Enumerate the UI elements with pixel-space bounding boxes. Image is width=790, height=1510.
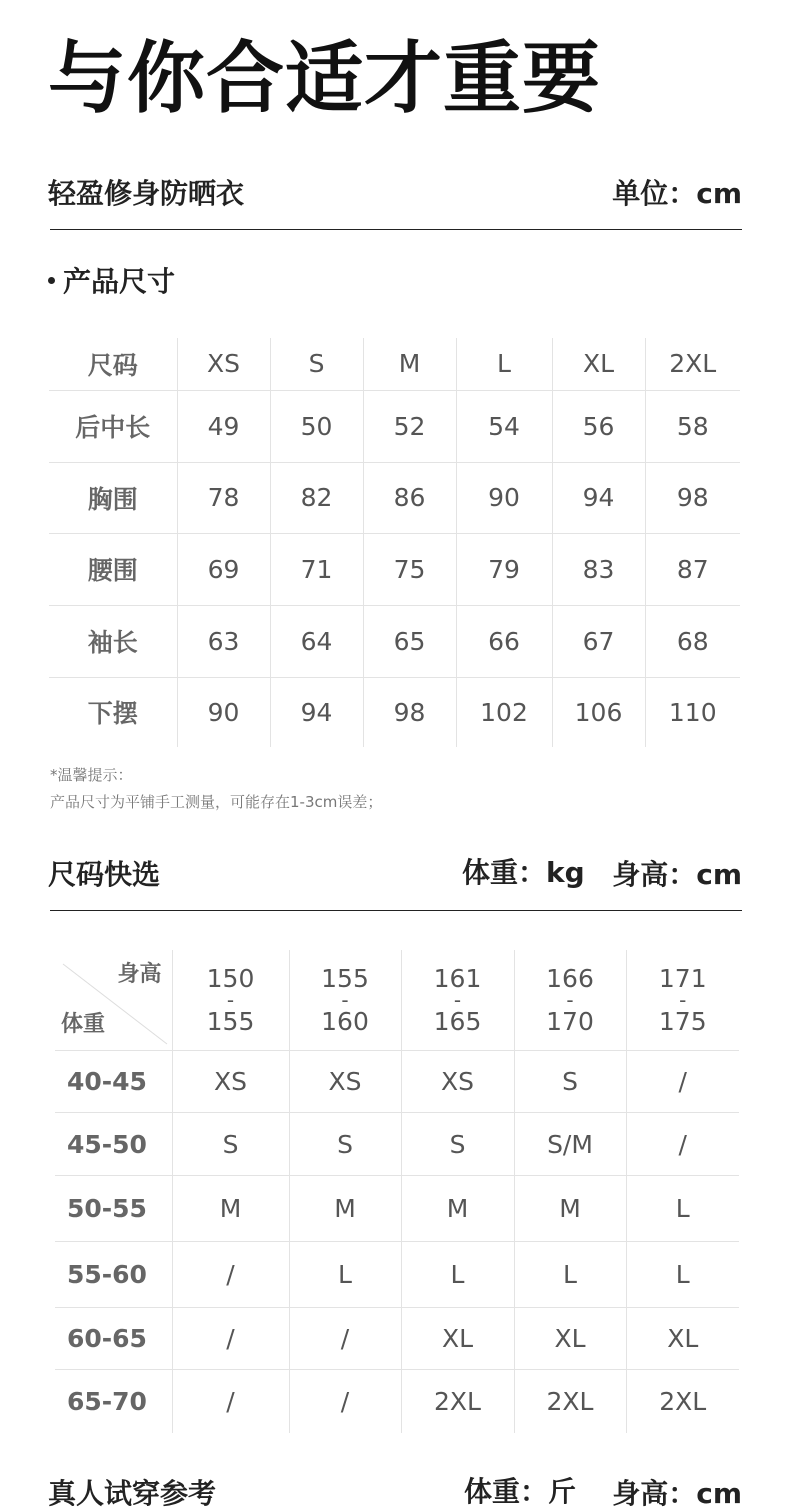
table-cell: 94: [270, 677, 363, 747]
table-cell: 50: [270, 390, 363, 462]
divider: [50, 229, 742, 230]
weight-range-label: 60-65: [55, 1308, 172, 1370]
corner-cell: [55, 950, 172, 1051]
corner-weight-label: 体重: [61, 1012, 106, 1037]
table-cell: /: [289, 1370, 401, 1433]
table-cell: 94: [552, 462, 645, 533]
table-cell: S: [514, 1051, 626, 1113]
size-table-header: [49, 338, 740, 390]
table-row: [55, 1308, 739, 1370]
height-range-to: 170: [546, 1007, 594, 1036]
table-cell: S: [401, 1113, 514, 1176]
row-label: 腰围: [49, 533, 177, 605]
hero-title: 与你合适才重要: [48, 34, 602, 124]
table-cell: /: [172, 1242, 289, 1308]
weight-range-label: 50-55: [55, 1176, 172, 1242]
table-cell: 82: [270, 462, 363, 533]
size-header-cell: S: [270, 338, 363, 390]
table-cell: /: [289, 1308, 401, 1370]
height-range-from: 166: [546, 964, 594, 993]
size-table: [49, 338, 740, 747]
weight-unit-label: 体重：kg: [462, 856, 585, 889]
product-unit-label: 单位：cm: [612, 177, 742, 210]
table-cell: L: [514, 1242, 626, 1308]
height-range-dash: -: [679, 988, 687, 1012]
weight-range-label: 65-70: [67, 1386, 147, 1416]
table-cell: XL: [514, 1308, 626, 1370]
table-cell: M: [401, 1176, 514, 1242]
size-header-cell: XS: [177, 338, 270, 390]
quick-select-title: 尺码快选: [48, 858, 161, 891]
table-row: [49, 462, 740, 533]
table-cell: 54: [456, 390, 552, 462]
divider: [50, 910, 742, 911]
table-cell: 58: [645, 390, 740, 462]
table-row: [55, 1242, 739, 1308]
table-cell: /: [172, 1370, 289, 1433]
table-cell: S: [289, 1113, 401, 1176]
table-cell: 75: [363, 533, 456, 605]
height-range-header: [401, 950, 514, 1051]
height-range-header: [289, 950, 401, 1051]
table-row: [49, 390, 740, 462]
table-cell: /: [626, 1113, 739, 1176]
table-cell: /: [626, 1051, 739, 1113]
table-cell: 71: [270, 533, 363, 605]
table-cell: XS: [172, 1051, 289, 1113]
model-weight-unit-label: 体重：斤: [464, 1475, 577, 1508]
table-cell: 2XL: [514, 1370, 626, 1433]
table-row: [49, 677, 740, 747]
table-cell: 49: [177, 390, 270, 462]
table-cell: 90: [177, 677, 270, 747]
height-range-from: 171: [658, 964, 707, 993]
table-cell: /: [172, 1308, 289, 1370]
height-unit-label: 身高：cm: [612, 858, 742, 891]
table-cell: XL: [401, 1308, 514, 1370]
row-label: 后中长: [49, 390, 177, 462]
table-cell: L: [626, 1242, 739, 1308]
model-height-unit-label: 身高：cm: [612, 1477, 742, 1510]
corner-height-label: 身高: [117, 962, 162, 987]
table-cell: 102: [456, 677, 552, 747]
table-cell: 66: [456, 605, 552, 677]
height-range-header: [514, 950, 626, 1051]
table-cell: S/M: [514, 1113, 626, 1176]
weight-range-label: 55-60: [55, 1242, 172, 1308]
height-range-header: [172, 950, 289, 1051]
table-row: [55, 1051, 739, 1113]
size-section-heading-text: 产品尺寸: [63, 265, 176, 298]
table-cell: 69: [177, 533, 270, 605]
row-label: 袖长: [49, 605, 177, 677]
table-cell: 98: [645, 462, 740, 533]
size-header-cell: 2XL: [645, 338, 740, 390]
weight-range-label: 40-45: [55, 1051, 172, 1113]
table-cell: L: [289, 1242, 401, 1308]
table-cell: L: [626, 1176, 739, 1242]
table-cell: M: [514, 1176, 626, 1242]
size-header-cell: 尺码: [49, 338, 177, 390]
size-header-cell: XL: [552, 338, 645, 390]
table-cell: 110: [645, 677, 740, 747]
height-range-from: 150: [206, 964, 255, 993]
table-cell: 98: [363, 677, 456, 747]
height-range-dash: -: [453, 988, 462, 1012]
height-range-to: 175: [658, 1007, 707, 1036]
table-cell: 83: [552, 533, 645, 605]
table-cell: M: [172, 1176, 289, 1242]
height-range-header: [626, 950, 739, 1051]
height-range-to: 155: [206, 1007, 255, 1036]
table-cell: XS: [289, 1051, 401, 1113]
quick-select-table: [55, 950, 739, 1433]
table-cell: 64: [270, 605, 363, 677]
height-range-from: 161: [433, 964, 482, 993]
height-range-dash: -: [341, 988, 349, 1012]
height-range-from: 155: [321, 964, 369, 993]
size-header-cell: M: [363, 338, 456, 390]
table-cell: XL: [626, 1308, 739, 1370]
table-cell: S: [172, 1113, 289, 1176]
table-cell: 52: [363, 390, 456, 462]
bullet-dot-icon: [48, 277, 55, 284]
table-cell: M: [289, 1176, 401, 1242]
table-cell: 79: [456, 533, 552, 605]
model-reference-title: 真人试穿参考: [48, 1477, 217, 1510]
quick-table-header: [55, 950, 739, 1051]
height-range-to: 165: [433, 1007, 482, 1036]
table-row: [49, 533, 740, 605]
table-cell: 90: [456, 462, 552, 533]
table-cell: 65: [363, 605, 456, 677]
weight-range-label: 45-50: [55, 1113, 172, 1176]
table-row: [55, 1370, 739, 1433]
tip-text: 产品尺寸为平铺手工测量，可能存在1-3cm误差；: [50, 793, 383, 811]
table-cell: 106: [552, 677, 645, 747]
row-label: 胸围: [49, 462, 177, 533]
size-section-heading: [48, 265, 176, 298]
table-cell: 87: [645, 533, 740, 605]
table-cell: L: [401, 1242, 514, 1308]
table-cell: 68: [645, 605, 740, 677]
row-label: 下摆: [87, 699, 138, 729]
table-cell: 78: [177, 462, 270, 533]
table-cell: 63: [177, 605, 270, 677]
table-row: [55, 1176, 739, 1242]
table-row: [55, 1113, 739, 1176]
tip-title: *温馨提示：: [50, 766, 133, 784]
height-range-dash: -: [566, 988, 574, 1012]
table-cell: 56: [552, 390, 645, 462]
height-range-to: 160: [321, 1007, 369, 1036]
size-header-cell: L: [456, 338, 552, 390]
corner-diagonal-cell: [55, 950, 172, 1050]
height-range-dash: -: [226, 988, 235, 1012]
product-name: 轻盈修身防晒衣: [48, 177, 245, 210]
table-cell: 67: [552, 605, 645, 677]
table-cell: 2XL: [626, 1370, 739, 1433]
table-cell: XS: [401, 1051, 514, 1113]
table-row: [49, 605, 740, 677]
table-cell: 2XL: [401, 1370, 514, 1433]
table-cell: 86: [363, 462, 456, 533]
